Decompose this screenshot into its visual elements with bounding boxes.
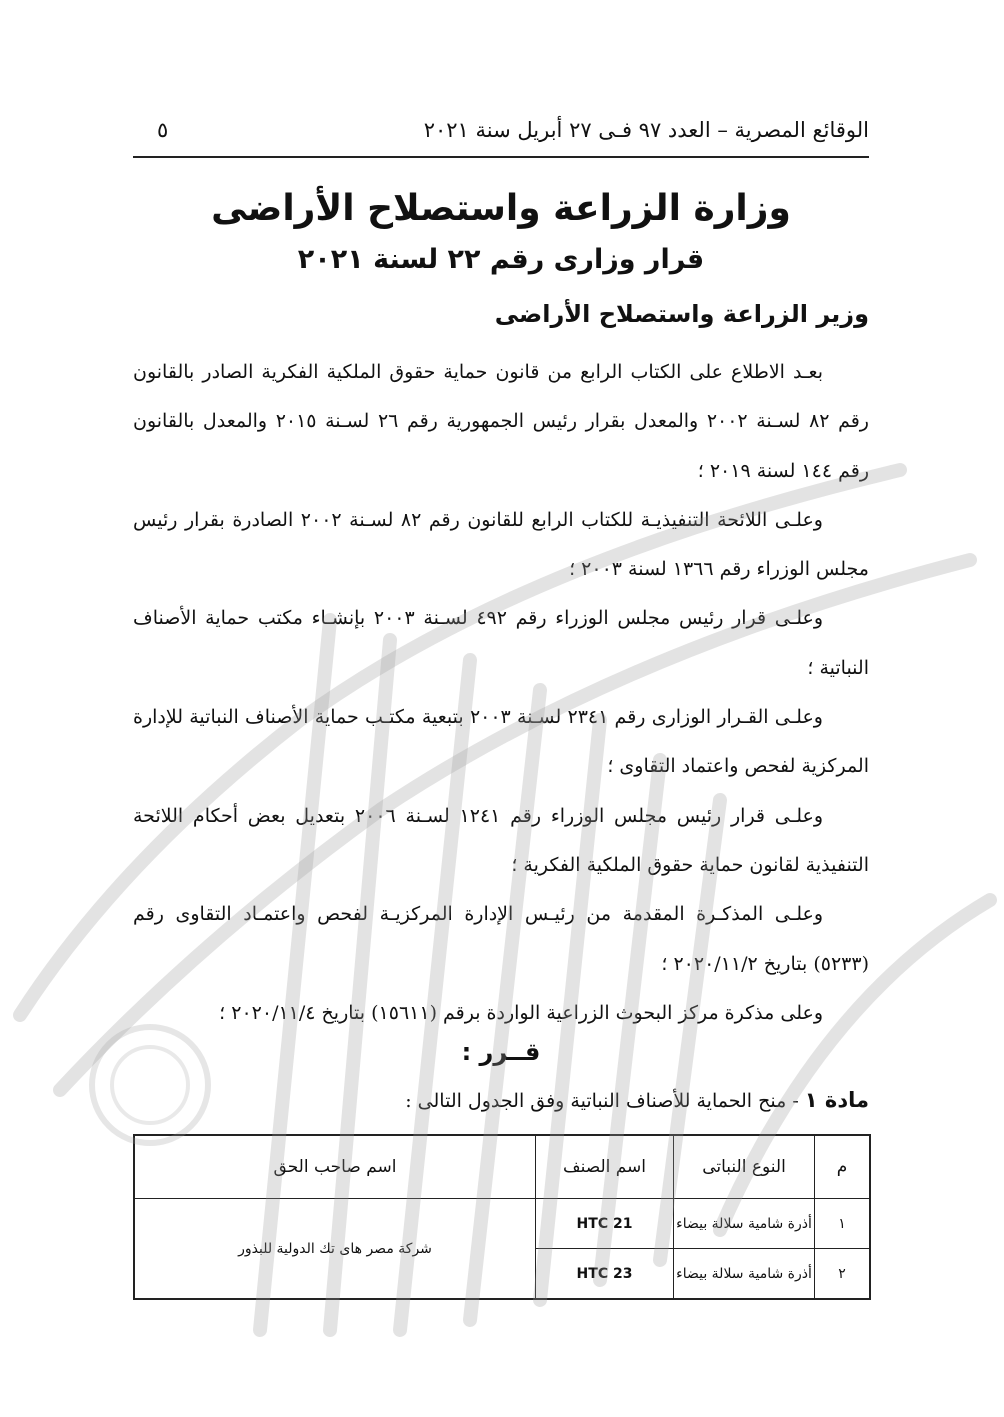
row-variety: HTC 21 <box>536 1199 674 1249</box>
table-header-row <box>134 1135 870 1199</box>
preamble-paragraph: وعلـى اللائحة التنفيذيـة للكتاب الرابع للقانون رقم ٨٢ لسـنة ٢٠٠٢ الصادرة بقرار رئيس مجلس الوزراء رقم ١٣٦٦ لسنة ٢٠٠٣ ؛ <box>133 508 869 581</box>
header-variety: اسم الصنف <box>536 1135 674 1199</box>
minister-heading: وزير الزراعة واستصلاح الأراضى <box>494 300 869 328</box>
preamble-paragraph: وعلـى القـرار الوزارى رقم ٢٣٤١ لسـنة ٢٠٠٣ بتبعية مكتـب حماية الأصناف النباتية للإدارة المركزية لفحص واعتماد التقاوى ؛ <box>133 706 869 778</box>
table-row <box>134 1199 870 1249</box>
decree-title: قرار وزارى رقم ٢٢ لسنة ٢٠٢١ <box>297 244 705 275</box>
preamble-paragraph: بعـد الاطلاع على الكتاب الرابع من قانون حماية حقوق الملكية الفكرية الصادر بالقانون رقم ٨٢ لسـنة ٢٠٠٢ والمعدل بقرار رئيس الجمهورية رقم ٢٦ لسـنة ٢٠١٥ والمعدل بالقانون رقم ١٤٤ لسنة ٢٠١٩ ؛ <box>133 361 869 482</box>
header-owner: اسم صاحب الحق <box>134 1135 536 1199</box>
row-variety: HTC 23 <box>536 1249 674 1300</box>
page-header <box>133 112 869 158</box>
ministry-heading: وزارة الزراعة واستصلاح الأراضى <box>211 188 791 229</box>
header-num: م <box>815 1135 871 1199</box>
row-num: ٢ <box>815 1249 871 1300</box>
article-number: مادة ١ <box>804 1088 869 1112</box>
row-plant-type: أذرة شامية سلالة بيضاء <box>674 1199 815 1249</box>
preamble-paragraph: وعلى مذكرة مركز البحوث الزراعية الواردة برقم (١٥٦١١) بتاريخ ٢٠٢٠/١١/٤ ؛ <box>219 1001 823 1024</box>
page-number: ٥ <box>157 118 169 142</box>
decided-heading: قــرر : <box>461 1038 541 1066</box>
header-plant-type: النوع النباتى <box>674 1135 815 1199</box>
row-owner: شركة مصر هاى تك الدولية للبذور <box>134 1199 536 1300</box>
preamble-paragraph: وعلـى المذكـرة المقدمة من رئيـس الإدارة المركزيـة لفحص واعتمـاد التقاوى رقم (٥٢٣٣) بتاريخ ٢٠٢٠/١١/٢ ؛ <box>133 903 869 975</box>
preamble-paragraph: وعلـى قرار رئيس مجلس الوزراء رقم ١٢٤١ لسـنة ٢٠٠٦ بتعديل بعض أحكام اللائحة التنفيذية لقانون حماية حقوق الملكية الفكرية ؛ <box>133 804 869 876</box>
row-num: ١ <box>815 1199 871 1249</box>
preamble <box>133 348 869 1038</box>
article-1 <box>405 1088 869 1112</box>
row-plant-type: أذرة شامية سلالة بيضاء <box>674 1249 815 1300</box>
article-text: - منح الحماية للأصناف النباتية وفق الجدول التالى : <box>405 1090 805 1112</box>
preamble-paragraph: وعلـى قرار رئيس مجلس الوزراء رقم ٤٩٢ لسـنة ٢٠٠٣ بإنشـاء مكتب حماية الأصناف النباتية ؛ <box>133 607 869 679</box>
header-title: الوقائع المصرية – العدد ٩٧ فـى ٢٧ أبريل سنة ٢٠٢١ <box>423 118 869 142</box>
varieties-table <box>133 1134 871 1300</box>
